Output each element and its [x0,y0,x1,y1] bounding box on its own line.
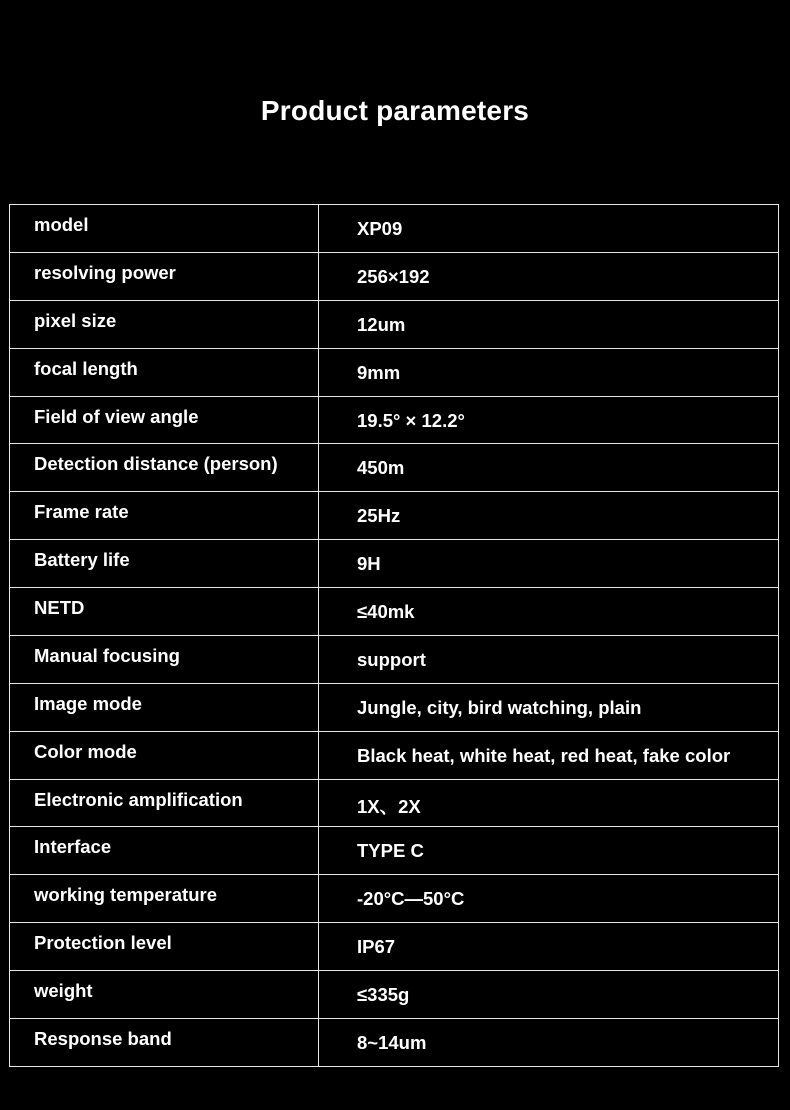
parameter-label: focal length [10,348,319,396]
parameter-label: Color mode [10,731,319,779]
table-row [10,635,779,683]
parameter-value: Black heat, white heat, red heat, fake color [319,731,779,779]
parameter-value: XP09 [319,205,779,253]
parameter-label: pixel size [10,300,319,348]
table-row [10,779,779,827]
page-title: Product parameters [260,95,530,126]
parameter-value: Jungle, city, bird watching, plain [319,683,779,731]
parameter-label: weight [10,971,319,1019]
parameter-label: Electronic amplification [10,779,319,827]
table-row [10,444,779,492]
table-row [10,492,779,540]
parameter-label: Manual focusing [10,635,319,683]
parameter-value: -20°C—50°C [319,875,779,923]
parameters-table [9,204,779,1067]
parameter-value: 12um [319,300,779,348]
parameter-label: Interface [10,827,319,875]
parameter-value: 19.5° × 12.2° [319,396,779,444]
table-row [10,252,779,300]
parameter-label: working temperature [10,875,319,923]
table-row [10,875,779,923]
parameter-value: 9H [319,540,779,588]
table-row [10,971,779,1019]
parameter-value: TYPE C [319,827,779,875]
parameter-label: Field of view angle [10,396,319,444]
parameter-value: 256×192 [319,252,779,300]
parameter-label: Detection distance (person) [10,444,319,492]
parameter-label: Image mode [10,683,319,731]
table-row [10,205,779,253]
parameter-label: Protection level [10,923,319,971]
parameter-value: ≤335g [319,971,779,1019]
parameter-value: ≤40mk [319,588,779,636]
table-row [10,683,779,731]
parameter-label: Battery life [10,540,319,588]
table-row [10,300,779,348]
table-row [10,588,779,636]
table-row [10,731,779,779]
parameter-value: 8~14um [319,1018,779,1066]
parameter-label: Frame rate [10,492,319,540]
parameter-label: resolving power [10,252,319,300]
parameter-value: IP67 [319,923,779,971]
parameter-value: support [319,635,779,683]
table-row [10,348,779,396]
parameter-label: model [10,205,319,253]
parameter-value: 25Hz [319,492,779,540]
parameter-label: Response band [10,1018,319,1066]
parameter-value: 450m [319,444,779,492]
table-row [10,540,779,588]
parameter-label: NETD [10,588,319,636]
parameter-value: 1X、2X [319,779,779,827]
parameter-value: 9mm [319,348,779,396]
table-row [10,827,779,875]
table-row [10,396,779,444]
table-row [10,923,779,971]
table-row [10,1018,779,1066]
